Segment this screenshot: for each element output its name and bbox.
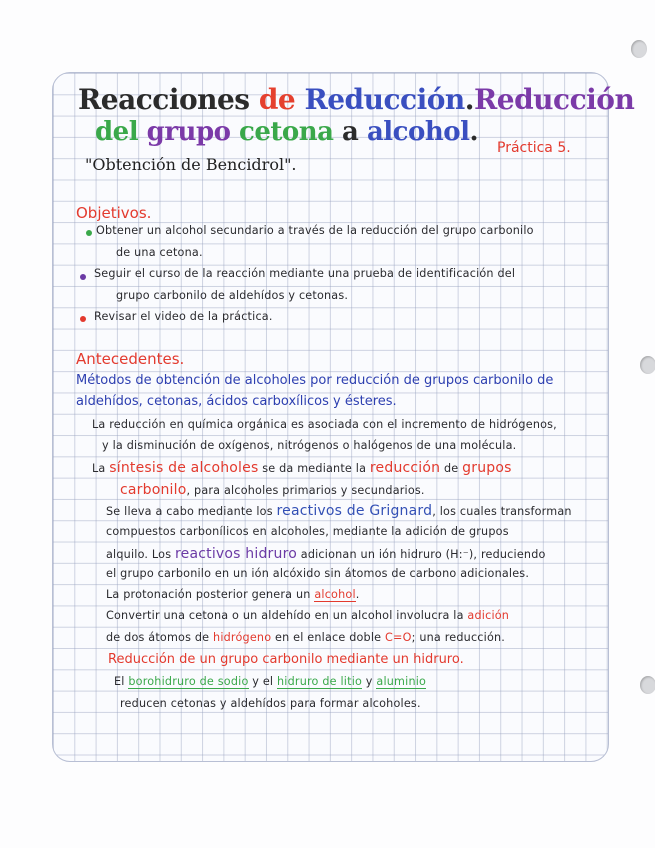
paragraph-line <box>120 482 425 498</box>
title-line-1 <box>78 83 634 116</box>
objective-3-line-1: Revisar el video de la práctica. <box>94 310 273 323</box>
highlight-sodium-borohydride: borohidruro de sodio <box>128 675 249 688</box>
paragraph-line: La reducción en química orgánica es asociada con el incremento de hidrógenos, <box>92 418 557 431</box>
title-word: Reducción <box>304 83 465 116</box>
paragraph-line: el grupo carbonilo en un ión alcóxido sin átomos de carbono adicionales. <box>106 567 530 580</box>
paragraph-line <box>106 546 546 562</box>
text-run: y <box>362 675 377 688</box>
paragraph-line: y la disminución de oxígenos, nitrógenos o halógenos de una molécula. <box>102 439 517 452</box>
paragraph-line: compuestos carbonílicos en alcoholes, mediante la adición de grupos <box>106 525 509 538</box>
subtitle: "Obtención de Bencidrol". <box>85 155 297 174</box>
text-run: en el enlace doble <box>271 631 386 644</box>
bullet-dot <box>86 230 92 236</box>
objective-2-line-1: Seguir el curso de la reacción mediante una prueba de identificación del <box>94 267 516 280</box>
objectives-heading: Objetivos. <box>76 204 152 222</box>
bullet-dot <box>80 274 86 280</box>
highlight-groups: grupos <box>462 460 512 476</box>
methods-heading-line-2: aldehídos, cetonas, ácidos carboxílicos y ésteres. <box>76 394 397 409</box>
text-run: de <box>440 462 463 475</box>
punch-hole-middle <box>640 356 655 374</box>
title-word: de <box>258 83 305 116</box>
text-run: . <box>355 588 360 601</box>
title-line-2 <box>95 117 478 147</box>
objective-1-line-2: de una cetona. <box>116 246 203 259</box>
text-run: Convertir una cetona o un aldehído en un alcohol involucra la <box>106 609 468 622</box>
practice-label: Práctica 5. <box>497 140 571 156</box>
text-run: alquilo. Los <box>106 548 175 561</box>
paragraph-line <box>106 631 505 644</box>
text-run: y el <box>248 675 277 688</box>
punch-hole-bottom <box>640 676 655 694</box>
title-word: alcohol <box>366 117 470 147</box>
subheading-hydride-reduction: Reducción de un grupo carbonilo mediante un hidruro. <box>108 652 464 667</box>
text-run: se da mediante la <box>258 462 370 475</box>
title-word: grupo <box>146 117 240 147</box>
text-run: La <box>92 462 110 475</box>
highlight-reduction: reducción <box>369 460 441 476</box>
highlight-hydrogen: hidrógeno <box>213 631 272 644</box>
paragraph-line <box>106 609 509 622</box>
background-heading: Antecedentes. <box>76 350 185 368</box>
text-run: El <box>114 675 129 688</box>
title-word: Reacciones <box>78 83 259 116</box>
highlight-alcohol: alcohol <box>314 588 356 601</box>
punch-hole-top <box>631 40 647 58</box>
text-run: , los cuales transforman <box>432 505 572 518</box>
paragraph-line <box>114 675 426 688</box>
text-run: ; una reducción. <box>411 631 506 644</box>
title-word: a <box>342 117 367 147</box>
text-run: , para alcoholes primarios y secundarios. <box>186 484 425 497</box>
paragraph-line <box>106 503 572 519</box>
highlight-synthesis: síntesis de alcoholes <box>109 460 259 476</box>
highlight-aluminium: aluminio <box>376 675 427 688</box>
objective-1-line-1: Obtener un alcohol secundario a través de la reducción del grupo carbonilo <box>96 224 534 237</box>
highlight-co-bond: C=O <box>385 631 412 644</box>
highlight-lithium-hydride: hidruro de litio <box>277 675 363 688</box>
methods-heading-line-1: Métodos de obtención de alcoholes por reducción de grupos carbonilo de <box>76 373 554 388</box>
highlight-hydride-reagents: reactivos hidruro <box>175 546 298 562</box>
title-word: Reducción <box>474 83 635 116</box>
title-word: cetona <box>239 117 343 147</box>
text-run: Se lleva a cabo mediante los <box>106 505 277 518</box>
text-run: de dos átomos de <box>106 631 214 644</box>
highlight-carbonyl: carbonilo <box>120 482 187 498</box>
bullet-dot <box>80 316 86 322</box>
objective-2-line-2: grupo carbonilo de aldehídos y cetonas. <box>116 289 349 302</box>
title-word: del <box>95 117 147 147</box>
paragraph-line: reducen cetonas y aldehídos para formar alcoholes. <box>120 697 421 710</box>
highlight-addition: adición <box>467 609 510 622</box>
paragraph-line <box>92 460 512 476</box>
title-word: . <box>469 117 479 147</box>
text-run: La protonación posterior genera un <box>106 588 315 601</box>
title-word: . <box>464 83 475 116</box>
text-run: adicionan un ión hidruro (H:⁻), reduciendo <box>297 548 546 561</box>
paragraph-line <box>106 588 360 601</box>
highlight-grignard: reactivos de Grignard <box>276 503 433 519</box>
